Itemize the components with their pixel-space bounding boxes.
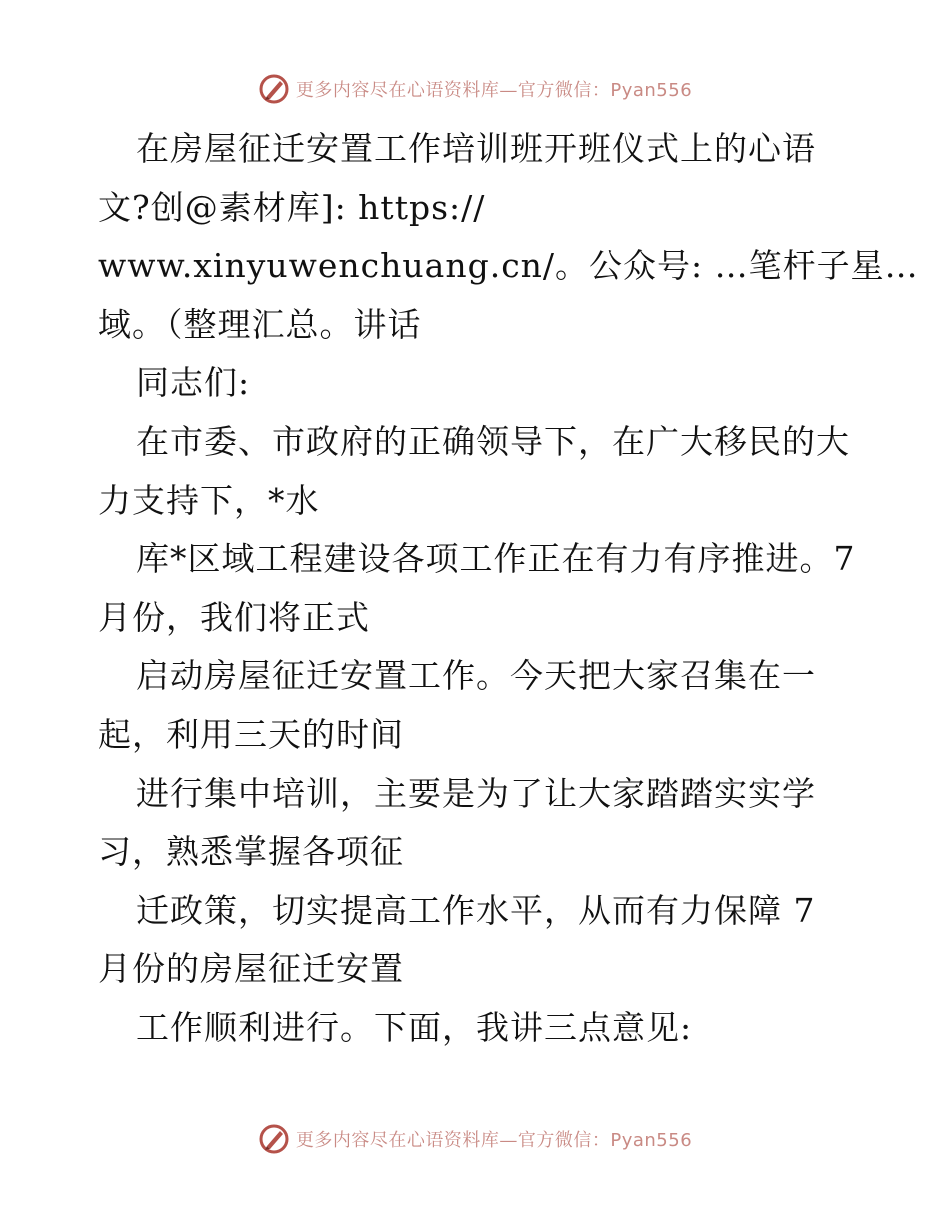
document-body [98, 120, 919, 1058]
header-watermark-label: 更多内容尽在心语资料库—官方微信： [295, 80, 611, 101]
text-line: 进行集中培训，主要是为了让大家踏踏实实学 [136, 773, 816, 813]
text-line: 工作顺利进行。下面，我讲三点意见: [136, 1007, 693, 1047]
pen-logo-icon [258, 1123, 290, 1155]
footer-watermark-text [296, 1126, 692, 1152]
text-line: 启动房屋征迁安置工作。今天把大家召集在一 [136, 656, 816, 696]
text-line: 月份的房屋征迁安置 [98, 949, 404, 989]
header-watermark-text [296, 76, 692, 102]
text-line: 文?创@素材库]: https:// [98, 187, 486, 227]
header-wechat-id: Pyan556 [610, 80, 693, 101]
footer-watermark [0, 1122, 950, 1156]
header-watermark [0, 72, 950, 106]
footer-wechat-id: Pyan556 [610, 1130, 693, 1151]
text-line: 域。（整理汇总。讲话 [98, 304, 422, 344]
text-line: 月份，我们将正式 [98, 597, 370, 637]
text-line: 迁政策，切实提高工作水平，从而有力保障 7 [136, 890, 816, 930]
text-line: 力支持下，*水 [98, 480, 320, 520]
text-line: 库*区域工程建设各项工作正在有力有序推进。7 [136, 539, 856, 579]
text-line: www.xinyuwenchuang.cn/。公众号: …笔杆子星… [98, 246, 919, 286]
pen-logo-icon [258, 73, 290, 105]
salutation: 同志们: [136, 363, 251, 403]
text-line: 在市委、市政府的正确领导下，在广大移民的大 [136, 421, 850, 461]
footer-watermark-label: 更多内容尽在心语资料库—官方微信： [295, 1130, 611, 1151]
text-line: 习，熟悉掌握各项征 [98, 832, 404, 872]
document-title-line: 在房屋征迁安置工作培训班开班仪式上的心语 [136, 129, 816, 168]
text-line: 起，利用三天的时间 [98, 714, 404, 754]
